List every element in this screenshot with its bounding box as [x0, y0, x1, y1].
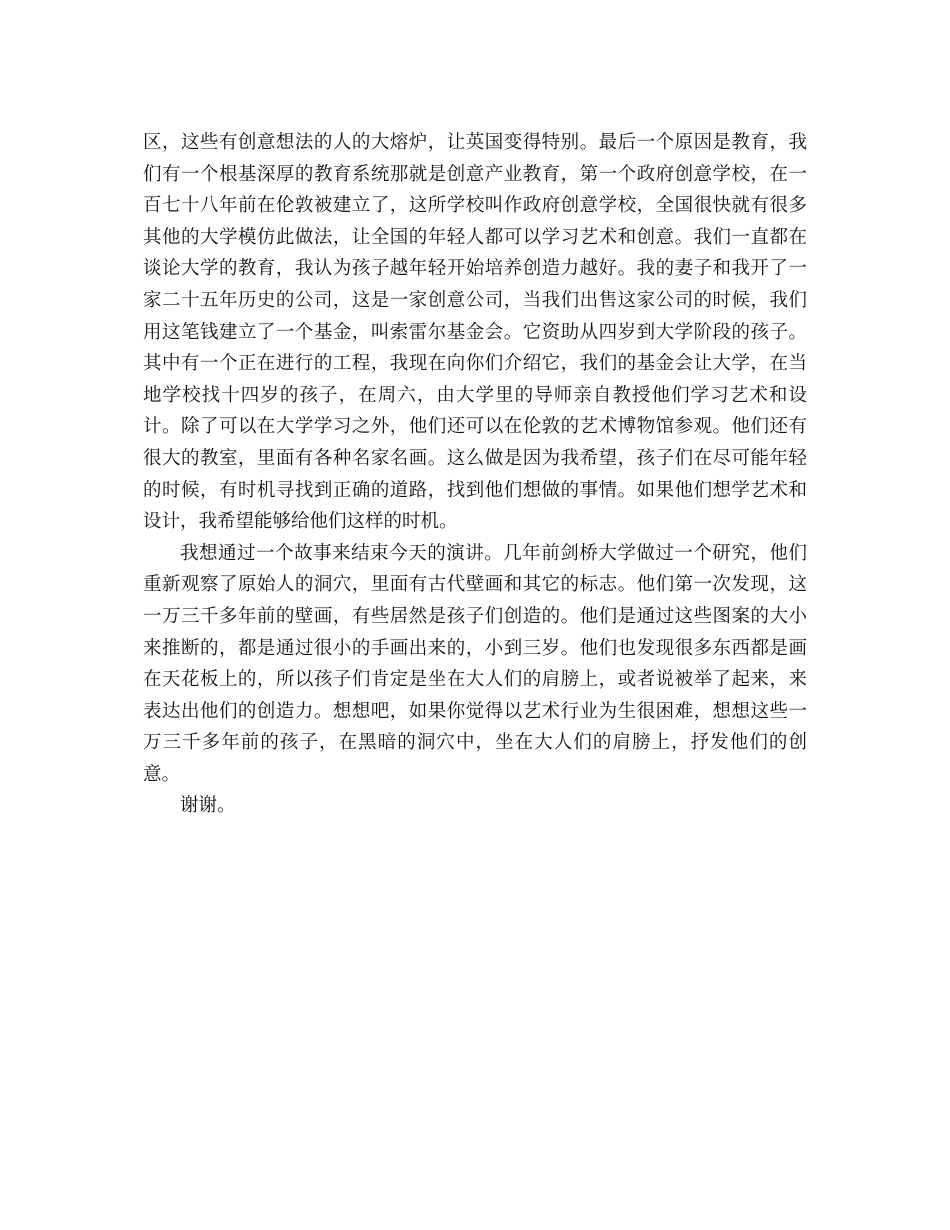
document-body — [143, 127, 807, 822]
paragraph-3: 谢谢。 — [180, 795, 236, 817]
paragraph-2: 我想通过一个故事来结束今天的演讲。几年前剑桥大学做过一个研究，他们重新观察了原始人的洞穴，里面有古代壁画和其它的标志。他们第一次发现，这一万三千多年前的壁画，有些居然是孩子们创造的。他们是通过这些图案的大小来推断的，都是通过很小的手画出来的，小到三岁。他们也发现很多东西都是画在天花板上的，所以孩子们肯定是坐在大人们的肩膀上，或者说被举了起来，来表达出他们的创造力。想想吧，如果你觉得以艺术行业为生很困难，想想这些一万三千多年前的孩子，在黑暗的洞穴中，坐在大人们的肩膀上，抒发他们的创意。 — [143, 542, 807, 785]
paragraph-1: 区，这些有创意想法的人的大熔炉，让英国变得特别。最后一个原因是教育，我们有一个根基深厚的教育系统那就是创意产业教育，第一个政府创意学校，在一百七十八年前在伦敦被建立了，这所学校叫作政府创意学校，全国很快就有很多其他的大学模仿此做法，让全国的年轻人都可以学习艺术和创意。我们一直都在谈论大学的教育，我认为孩子越年轻开始培养创造力越好。我的妻子和我开了一家二十五年历史的公司，这是一家创意公司，当我们出售这家公司的时候，我们用这笔钱建立了一个基金，叫索雷尔基金会。它资助从四岁到大学阶段的孩子。其中有一个正在进行的工程，我现在向你们介绍它，我们的基金会让大学，在当地学校找十四岁的孩子，在周六，由大学里的导师亲自教授他们学习艺术和设计。除了可以在大学学习之外，他们还可以在伦敦的艺术博物馆参观。他们还有很大的教室，里面有各种名家名画。这么做是因为我希望，孩子们在尽可能年轻的时候，有时机寻找到正确的道路，找到他们想做的事情。如果他们想学艺术和设计，我希望能够给他们这样的时机。 — [143, 132, 807, 533]
